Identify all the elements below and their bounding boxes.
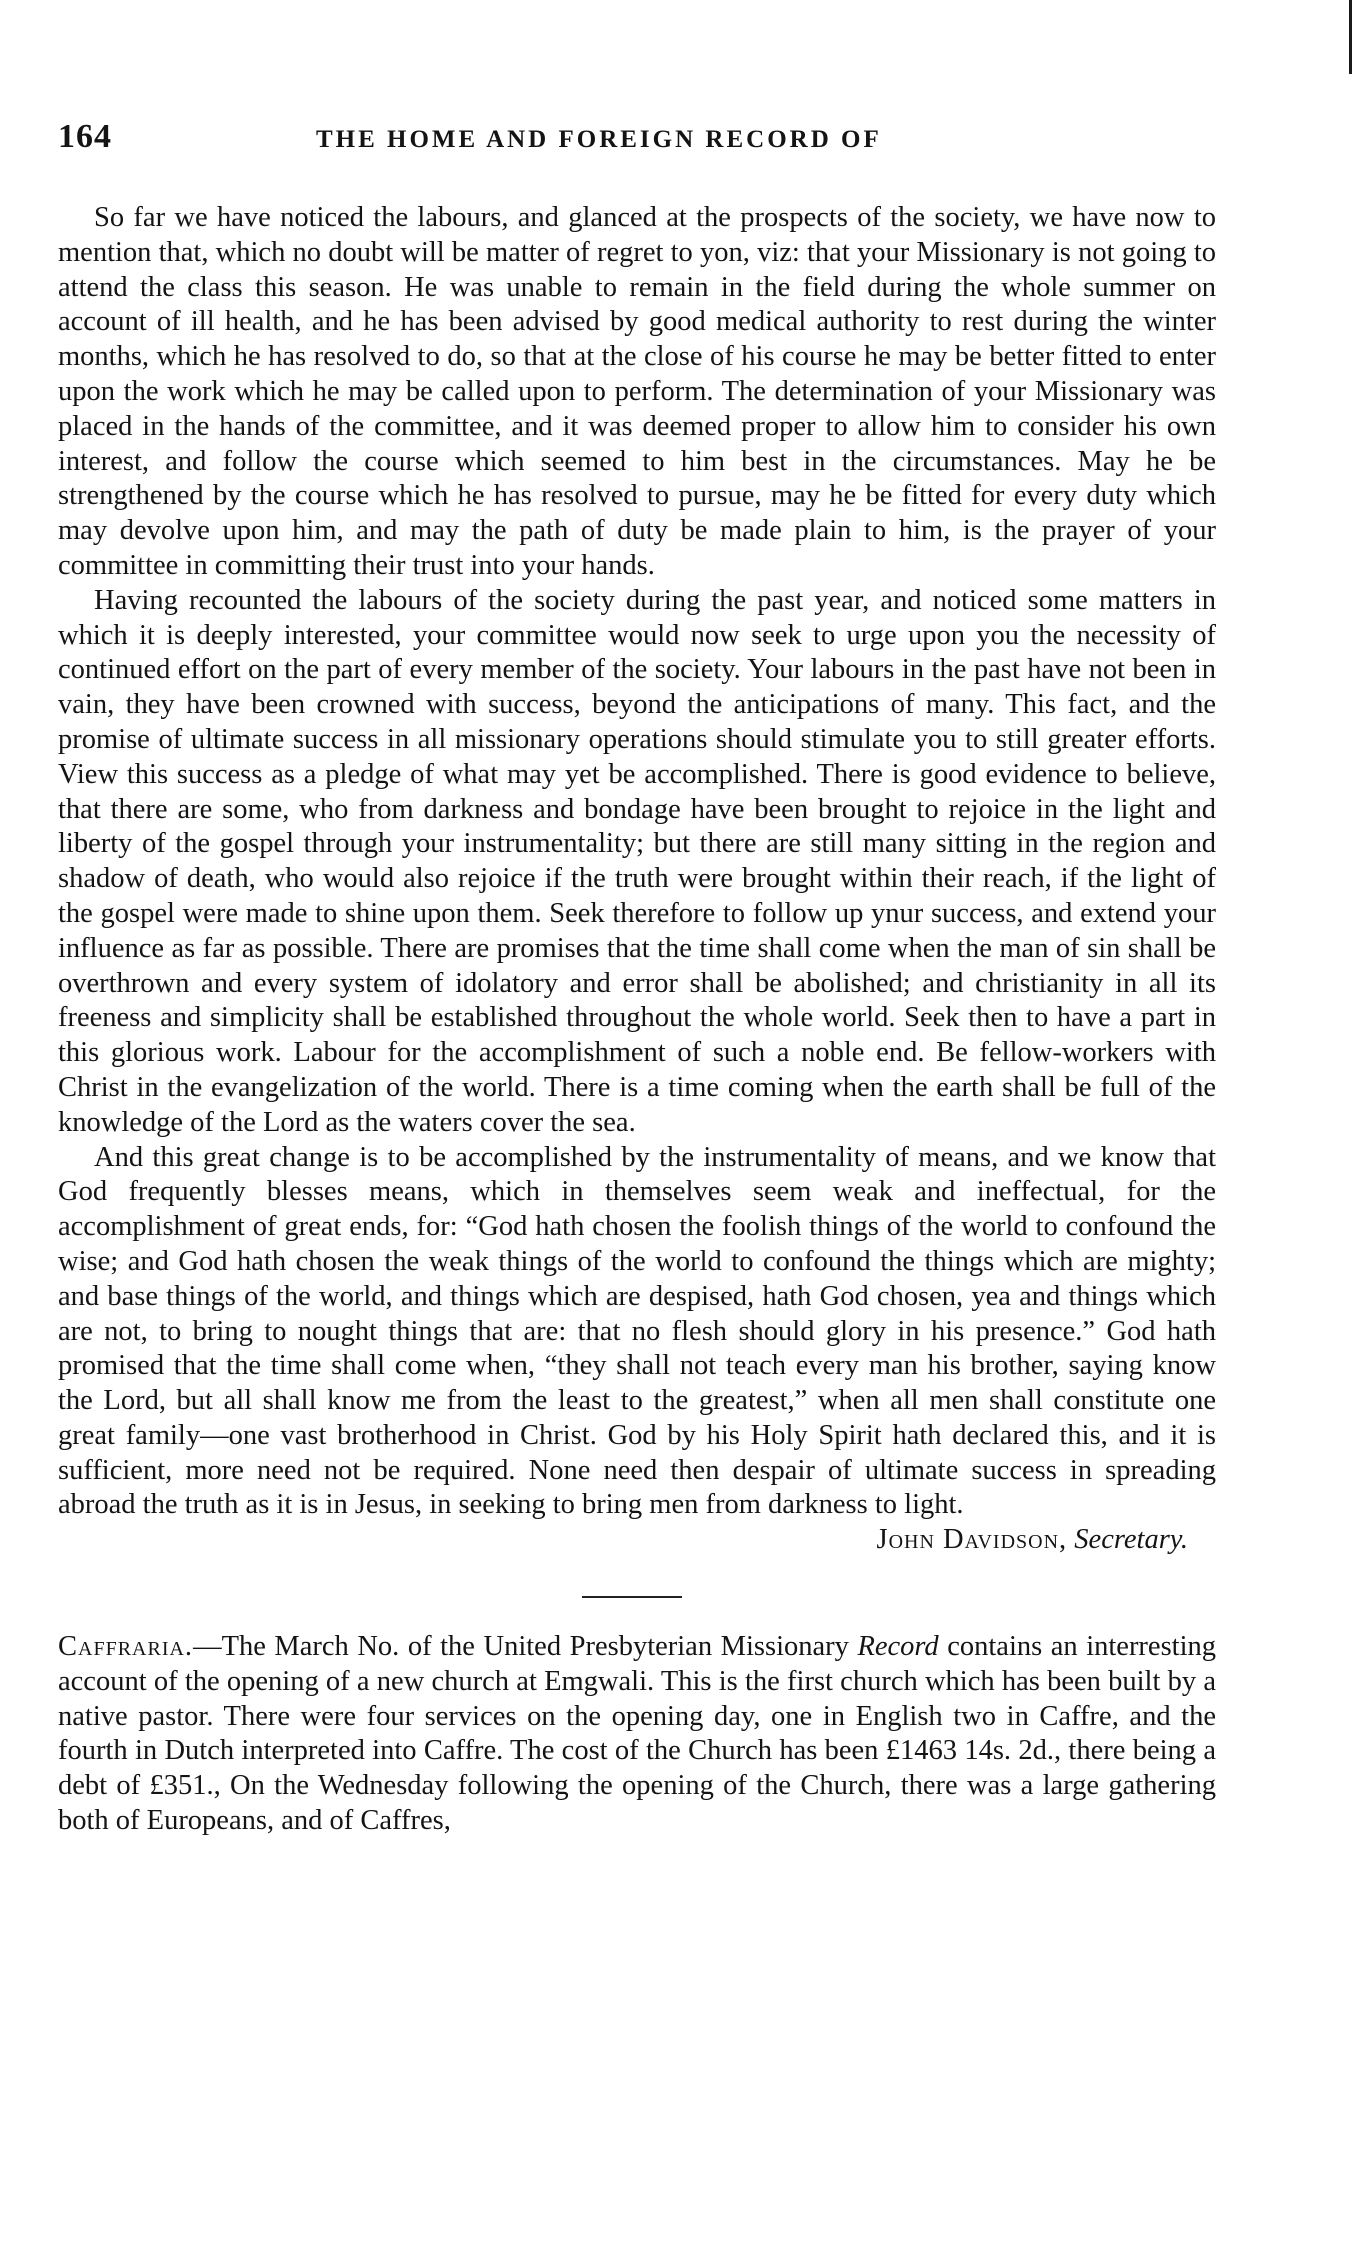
running-title: THE HOME AND FOREIGN RECORD OF xyxy=(316,126,882,153)
article-body xyxy=(58,201,1216,1839)
caffraria-text-part-2: contains an interresting account of the opening of a new church at Emgwali. This is the first church which has been built by a native pastor. There were four services on the opening day, one in English two in Caffre, and the fourth in Dutch interpreted into Caffre. The cost of the Church has been £1463 14s. 2d., there being a debt of £351., On the Wednesday following the opening of the Church, there was a large gathering both of Europeans, and of Caffres, xyxy=(58,1631,1217,1837)
signature-name: John Davidson, xyxy=(876,1524,1068,1556)
paragraph-caffraria xyxy=(58,1630,1216,1839)
paragraph-great-change: And this great change is to be accomplished by the instrumentality of means, and we know that God frequently blesses means, which in themselves seem weak and ineffectual, for the accomplishment of great ends, for: “God hath chosen the foolish things of the world to confound the wise; and God hath chosen the weak things of the world to confound the things which are mighty; and base things of the world, and things which are despised, hath God chosen, yea and things which are not, to bring to nought things that are: that no flesh should glory in his presence.” God hath promised that the time shall come when, “they shall not teach every man his brother, saying know the Lord, but all shall know me from the least to the greatest,” when all men shall constitute one great family—one vast brotherhood in Christ. God by his Holy Spirit hath declared this, and it is sufficient, more need not be required. None need then despair of ultimate success in spreading abroad the truth as it is in Jesus, in seeking to bring men from darkness to light. xyxy=(58,1141,1216,1521)
running-head xyxy=(58,118,1218,158)
caffraria-heading: Caffraria. xyxy=(58,1631,194,1663)
caffraria-section xyxy=(58,1630,1216,1839)
signature xyxy=(58,1523,1216,1558)
paragraph-missionary-health: So far we have noticed the labours, and glanced at the prospects of the society, we have now to mention that, which no doubt will be matter of regret to yon, viz: that your Missionary is not going to attend the class this season. He was unable to remain in the field during the whole summer on account of ill health, and he has been advised by good medical authority to rest during the winter months, which he has resolved to do, so that at the close of his course he may be better fitted to enter upon the work which he may be called upon to perform. The determination of your Missionary was placed in the hands of the committee, and it was deemed proper to allow him to consider his own interest, and follow the course which seemed to him best in the circumstances. May he be strengthened by the course which he has resolved to pursue, may he be fitted for every duty which may devolve upon him, and may the path of duty be made plain to him, is the prayer of your committee in committing their trust into your hands. xyxy=(58,202,1216,581)
paragraph-continued-effort: Having recounted the labours of the society during the past year, and noticed some matters in which it is deeply interested, your committee would now seek to urge upon you the necessity of continued effort on the part of every member of the society. Your labours in the past have not been in vain, they have been crowned with success, beyond the anticipations of many. This fact, and the promise of ultimate success in all missionary operations should stimulate you to still greater efforts. View this success as a pledge of what may yet be accomplished. There is good evidence to believe, that there are some, who from darkness and bondage have been brought to rejoice in the light and liberty of the gospel through your instrumentality; but there are still many sitting in the region and shadow of death, who would also rejoice if the truth were brought within their reach, if the light of the gospel were made to shine upon them. Seek therefore to follow up ynur success, and extend your influence as far as possible. There are promises that the time shall come when the man of sin shall be overthrown and every system of idolatory and error shall be abolished; and christianity in all its freeness and simplicity shall be established throughout the whole world. Seek then to have a part in this glorious work. Labour for the accomplishment of such a noble end. Be fellow-workers with Christ in the evangelization of the world. There is a time coming when the earth shall be full of the knowledge of the Lord as the waters cover the sea. xyxy=(58,584,1216,1138)
caffraria-text-part-1: —The March No. of the United Presbyterian Missionary xyxy=(193,1631,858,1663)
section-divider xyxy=(582,1596,682,1598)
signature-title: Secretary. xyxy=(1074,1524,1188,1556)
record-title: Record xyxy=(857,1631,939,1663)
page-number: 164 xyxy=(58,118,112,155)
page-edge-rule xyxy=(1349,0,1352,74)
